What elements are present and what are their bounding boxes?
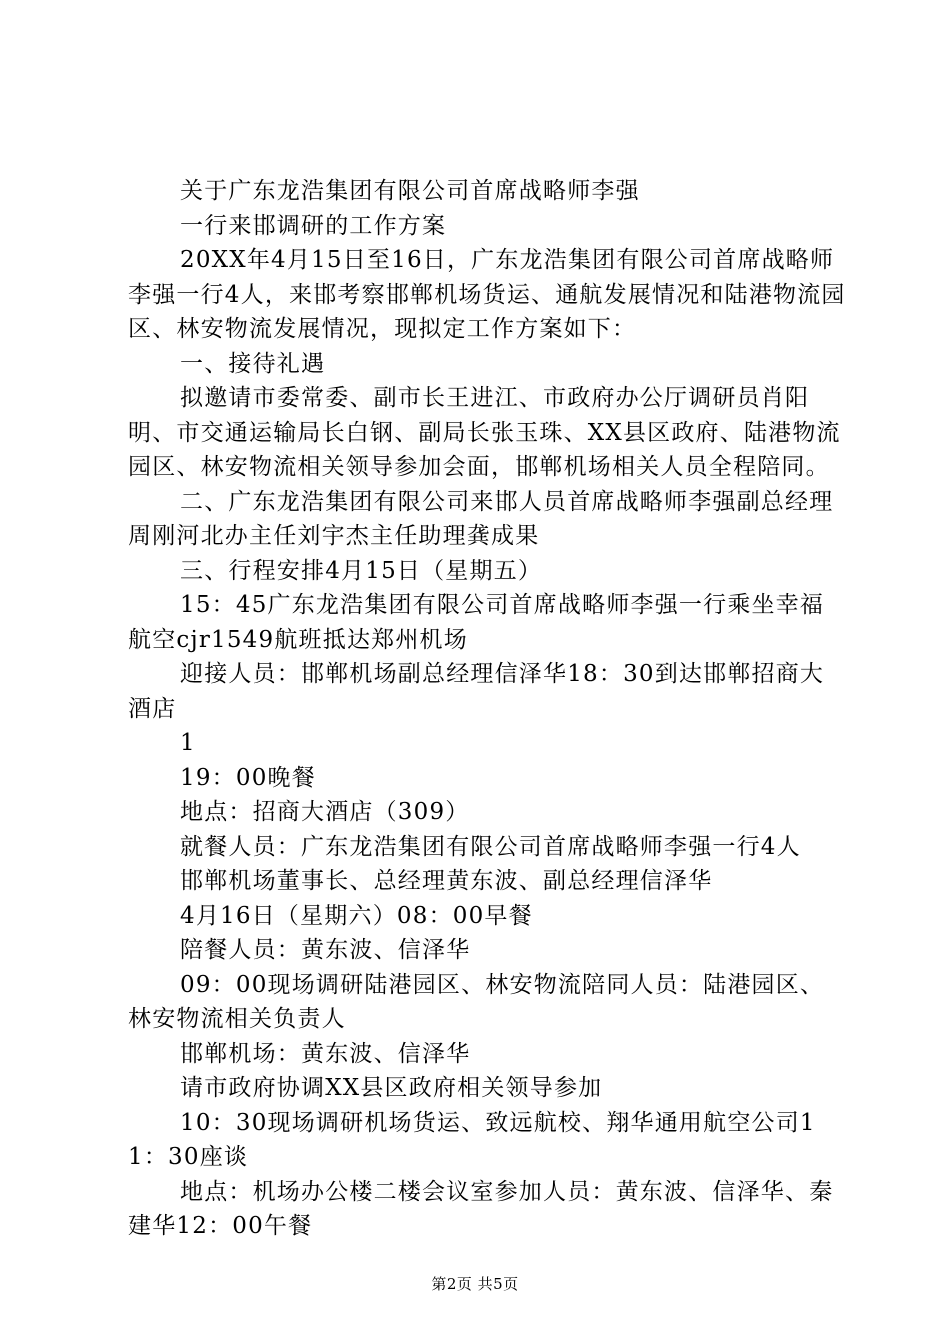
inline-page-number: 1	[180, 730, 196, 756]
schedule-airport-staff: 邯郸机场：黄东波、信泽华	[180, 1040, 471, 1067]
schedule-breakfast-companions: 陪餐人员：黄东波、信泽华	[180, 937, 471, 963]
title-line-2: 一行来邯调研的工作方案	[180, 212, 447, 239]
title-line-1: 关于广东龙浩集团有限公司首席战略师李强	[180, 178, 640, 204]
document-body	[128, 174, 848, 1244]
section-heading-reception: 一、接待礼遇	[180, 350, 326, 377]
section-heading-schedule: 三、行程安排4月15日（星期五）	[180, 557, 543, 584]
schedule-breakfast: 4月16日（星期六）08：00早餐	[180, 902, 533, 929]
schedule-dinner-location: 地点：招商大酒店（309）	[180, 799, 470, 825]
schedule-dinner-guests: 就餐人员：广东龙浩集团有限公司首席战略师李强一行4人	[180, 833, 801, 860]
schedule-pickup: 迎接人员：邯郸机场副总经理信泽华18：30到达邯郸招商大酒店	[128, 661, 825, 722]
schedule-dinner-hosts: 邯郸机场董事长、总经理黄东波、副总经理信泽华	[180, 868, 713, 894]
schedule-government-note: 请市政府协调XX县区政府相关领导参加	[180, 1075, 603, 1101]
section-visitors: 二、广东龙浩集团有限公司来邯人员首席战略师李强副总经理周刚河北办主任刘宇杰主任助理龚成果	[128, 488, 834, 549]
schedule-dinner: 19：00晚餐	[180, 764, 316, 791]
schedule-arrival: 15：45广东龙浩集团有限公司首席战略师李强一行乘坐幸福航空cjr1549航班抵达郑州机场	[128, 592, 825, 653]
schedule-airport-visit: 10：30现场调研机场货运、致远航校、翔华通用航空公司11：30座谈	[128, 1109, 816, 1170]
intro-paragraph: 20XX年4月15日至16日，广东龙浩集团有限公司首席战略师李强一行4人，来邯考察邯郸机场货运、通航发展情况和陆港物流园区、林安物流发展情况，现拟定工作方案如下：	[128, 247, 846, 342]
schedule-site-visit: 09：00现场调研陆港园区、林安物流陪同人员：陆港园区、林安物流相关负责人	[128, 971, 825, 1032]
page-footer: 第2页 共5页	[431, 1275, 519, 1293]
schedule-meeting: 地点：机场办公楼二楼会议室参加人员：黄东波、信泽华、秦建华12：00午餐	[128, 1178, 834, 1239]
reception-paragraph: 拟邀请市委常委、副市长王进江、市政府办公厅调研员肖阳明、市交通运输局长白钢、副局长张玉珠、XX县区政府、陆港物流园区、林安物流相关领导参加会面，邯郸机场相关人员全程陪同。	[128, 385, 841, 480]
